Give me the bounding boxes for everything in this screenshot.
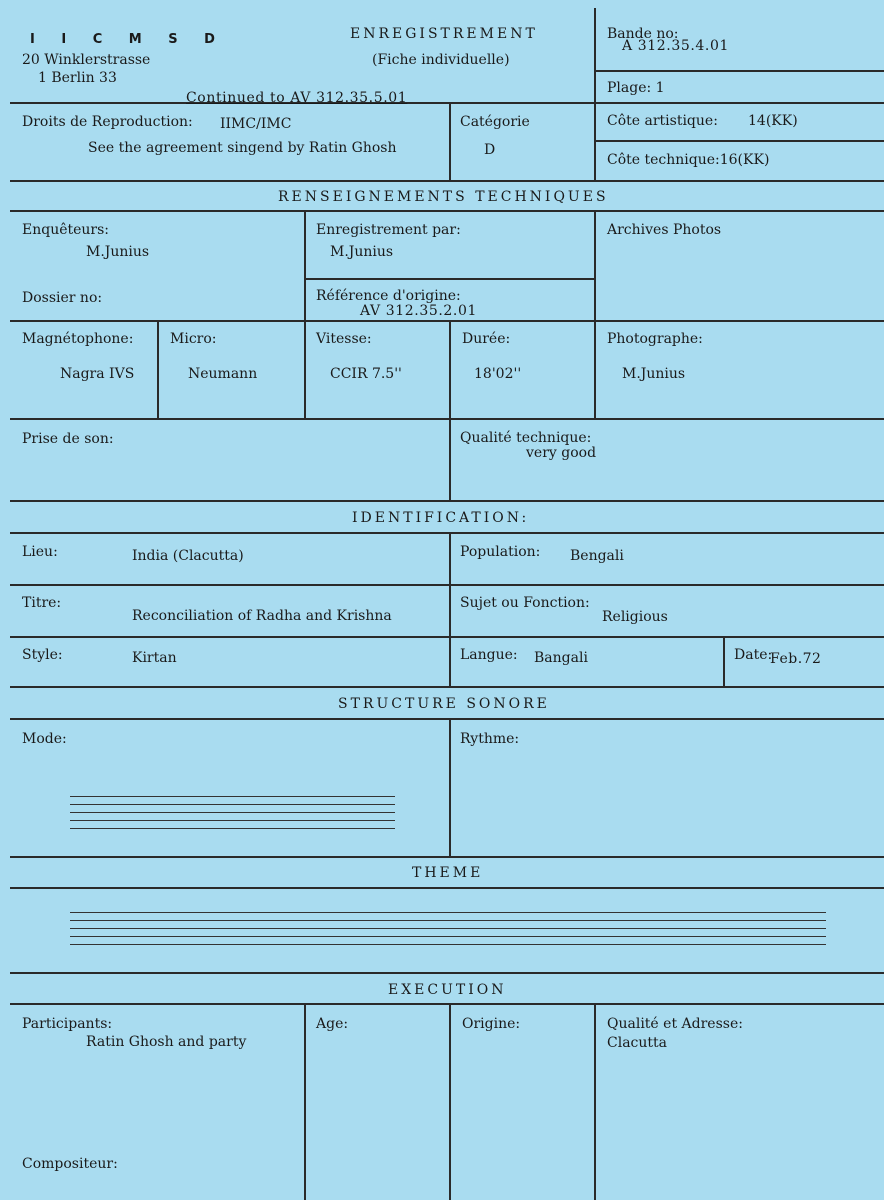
- rule-rights-bottom: [10, 180, 884, 182]
- rule-mode-bottom: [10, 856, 884, 858]
- droits-value: IIMC/IMC: [220, 116, 292, 132]
- org-address-city: 1 Berlin 33: [38, 70, 117, 86]
- magneto-label: Magnétophone:: [22, 331, 134, 347]
- continued-note: Continued to AV 312.35.5.01: [186, 90, 408, 106]
- mode-label: Mode:: [22, 731, 67, 747]
- reference-label: Référence d'origine:: [316, 288, 461, 304]
- categorie-label: Catégorie: [460, 114, 530, 130]
- ident-heading: IDENTIFICATION:: [352, 510, 530, 526]
- dossier-label: Dossier no:: [22, 290, 103, 306]
- population-value: Bengali: [570, 548, 624, 564]
- structure-heading: STRUCTURE SONORE: [338, 696, 550, 712]
- micro-value: Neumann: [188, 366, 258, 382]
- qualite-adresse-value: Clacutta: [607, 1035, 667, 1051]
- tech-heading: RENSEIGNEMENTS TECHNIQUES: [278, 189, 609, 205]
- rule-v-tech-1: [304, 210, 306, 418]
- cote-artistique-label: Côte artistique:: [607, 113, 718, 129]
- droits-note: See the agreement singend by Ratin Ghosh: [88, 140, 397, 156]
- micro-label: Micro:: [170, 331, 217, 347]
- style-value: Kirtan: [132, 650, 177, 666]
- rule-structure-heading-bottom: [10, 718, 884, 720]
- rythme-label: Rythme:: [460, 731, 520, 747]
- rule-enreg-split: [304, 278, 594, 280]
- date-label: Date:: [734, 647, 773, 663]
- duree-value: 18'02'': [474, 366, 522, 382]
- execution-heading: EXECUTION: [388, 982, 507, 998]
- compositeur-label: Compositeur:: [22, 1156, 118, 1172]
- enreg-par-label: Enregistrement par:: [316, 222, 461, 238]
- rule-theme-heading-bottom: [10, 887, 884, 889]
- rule-v-micro: [157, 320, 159, 418]
- rule-v-exec-3: [594, 1003, 596, 1200]
- rule-equipment-bottom: [10, 418, 884, 420]
- vitesse-label: Vitesse:: [316, 331, 372, 347]
- rule-prise-bottom: [10, 500, 884, 502]
- qualite-technique-value: very good: [526, 445, 597, 461]
- duree-label: Durée:: [462, 331, 511, 347]
- age-label: Age:: [316, 1016, 349, 1032]
- langue-value: Bangali: [534, 650, 588, 666]
- style-label: Style:: [22, 647, 63, 663]
- titre-label: Titre:: [22, 595, 62, 611]
- rule-header-bottom: [10, 102, 884, 104]
- sujet-label: Sujet ou Fonction:: [460, 595, 590, 611]
- rule-v-ident: [449, 532, 451, 686]
- rule-header-upper-right: [594, 70, 884, 72]
- rule-v-header-right: [594, 8, 596, 180]
- rule-v-rythme: [449, 718, 451, 856]
- rule-v-date: [723, 636, 725, 686]
- bande-label: Bande no:: [607, 26, 679, 42]
- org-address-street: 20 Winklerstrasse: [22, 52, 151, 68]
- cote-artistique-value: 14(KK): [748, 113, 798, 129]
- form-subtitle: (Fiche individuelle): [372, 52, 510, 68]
- photographe-label: Photographe:: [607, 331, 703, 347]
- rule-ident-heading-bottom: [10, 532, 884, 534]
- date-value: Feb.72: [770, 651, 822, 667]
- rule-cote-split: [594, 140, 884, 142]
- qualite-adresse-label: Qualité et Adresse:: [607, 1016, 743, 1032]
- rule-style-bottom: [10, 686, 884, 688]
- enreg-par-value: M.Junius: [330, 244, 394, 260]
- categorie-value: D: [484, 142, 496, 158]
- sujet-value: Religious: [602, 609, 668, 625]
- vitesse-value: CCIR 7.5'': [330, 366, 402, 382]
- participants-label: Participants:: [22, 1016, 113, 1032]
- rule-v-exec-2: [449, 1003, 451, 1200]
- rule-lieu-bottom: [10, 584, 884, 586]
- cote-technique: Côte technique:16(KK): [607, 152, 770, 168]
- rule-execution-heading-bottom: [10, 1003, 884, 1005]
- rule-v-duree: [449, 320, 451, 500]
- rule-tech-heading-bottom: [10, 210, 884, 212]
- bande-value: A 312.35.4.01: [622, 38, 729, 54]
- lieu-label: Lieu:: [22, 544, 58, 560]
- rule-theme-bottom: [10, 972, 884, 974]
- reference-value: AV 312.35.2.01: [360, 303, 477, 319]
- langue-label: Langue:: [460, 647, 518, 663]
- rule-v-categorie: [449, 102, 451, 180]
- enqueteurs-label: Enquêteurs:: [22, 222, 110, 238]
- droits-label: Droits de Reproduction:: [22, 114, 193, 130]
- theme-heading: THEME: [412, 865, 484, 881]
- magneto-value: Nagra IVS: [60, 366, 135, 382]
- rule-v-exec-1: [304, 1003, 306, 1200]
- archives-photos-label: Archives Photos: [607, 222, 722, 238]
- rule-titre-bottom: [10, 636, 884, 638]
- qualite-technique-label: Qualité technique:: [460, 430, 592, 446]
- form-title: ENREGISTREMENT: [350, 26, 538, 42]
- titre-value: Reconciliation of Radha and Krishna: [132, 608, 392, 624]
- org-logo-text: I I C M S D: [30, 32, 226, 47]
- origine-label: Origine:: [462, 1016, 521, 1032]
- prise-de-son-label: Prise de son:: [22, 431, 114, 447]
- rule-v-tech-2: [594, 210, 596, 418]
- participants-value: Ratin Ghosh and party: [86, 1034, 247, 1050]
- photographe-value: M.Junius: [622, 366, 686, 382]
- lieu-value: India (Clacutta): [132, 548, 244, 564]
- plage-field: Plage: 1: [607, 80, 665, 96]
- population-label: Population:: [460, 544, 541, 560]
- enqueteurs-value: M.Junius: [86, 244, 150, 260]
- rule-dossier-bottom: [10, 320, 884, 322]
